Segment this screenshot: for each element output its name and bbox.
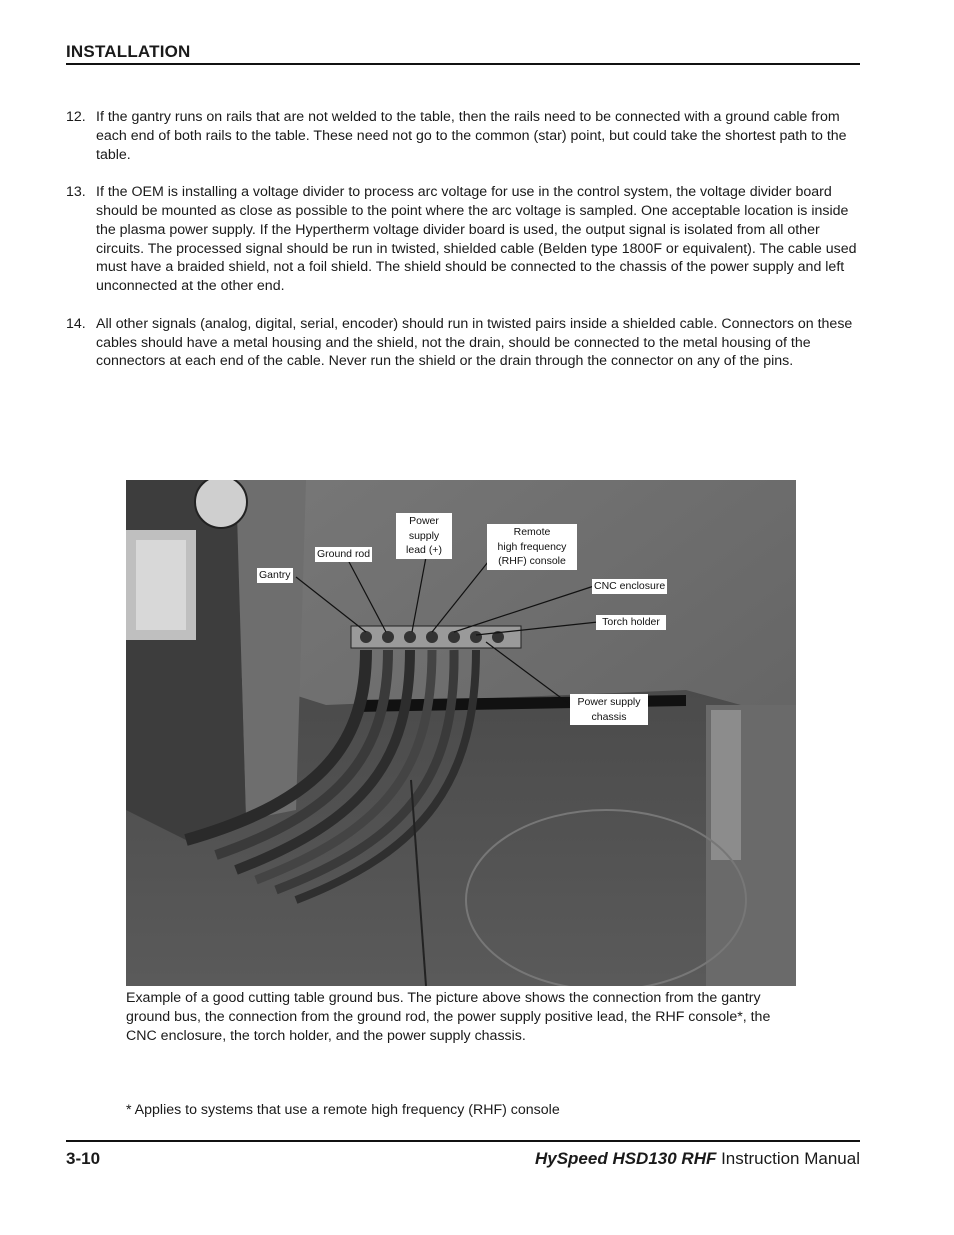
- section-header-title: INSTALLATION: [66, 42, 191, 61]
- callout-power-supply-chassis: Power supply chassis: [570, 694, 648, 725]
- footer-rule: [66, 1140, 860, 1142]
- header-rule: [66, 63, 860, 65]
- ground-bus-photo: [126, 480, 796, 986]
- callout-rhf-console: Remote high frequency (RHF) console: [487, 524, 577, 570]
- callout-cnc-enclosure: CNC enclosure: [594, 580, 666, 592]
- item-text: If the gantry runs on rails that are not welded to the table, then the rails need to be connected with a ground cable from each end of both rails to the table. These need not go to the common (star) point, but could take the shortest path to the table.: [96, 109, 847, 163]
- item-text: All other signals (analog, digital, serial, encoder) should run in twisted pairs inside a shielded cable. Connectors on these cables should have a metal housing and the shield, not the drain, should be connected to the metal housing of the connectors at each end of the cable. Never run the shield or the drain through the connector on any of the pins.: [96, 315, 853, 370]
- item-number: 13.: [66, 184, 86, 201]
- callout-power-supply-lead: Power supply lead (+): [396, 513, 452, 559]
- figure-caption: Example of a good cutting table ground bus. The picture above shows the connection from the gantry ground bus, the connection from the ground rod, the power supply positive lead, the RHF console*, the CNC enclosure, the torch holder, and the power supply chassis.: [126, 990, 771, 1044]
- item-text: If the OEM is installing a voltage divider to process arc voltage for use in the control system, the voltage divider board should be mounted as close as possible to the point where the arc voltage is sampled. One acceptable location is inside the plasma power supply. If the Hypertherm voltage divider board is used, the output signal is isolated from all other circuits. The processed signal should be run in twisted, shielded cable (Belden type 1800F or equivalent). The cable used must have a braided shield, not a foil shield. The shield should be connected to the chassis of the power supply and left unconnected at the other end.: [96, 184, 857, 295]
- page-number: 3-10: [66, 1149, 101, 1168]
- list-item-14: [66, 315, 866, 371]
- photo-illustration: [126, 480, 796, 986]
- manual-brand: HySpeed HSD130 RHF: [534, 1149, 717, 1168]
- callout-ground-rod: Ground rod: [317, 548, 371, 560]
- manual-title: [535, 1149, 860, 1169]
- item-number: 12.: [66, 109, 86, 125]
- list-item-13: [66, 183, 866, 296]
- footnote: * Applies to systems that use a remote high frequency (RHF) console: [126, 1102, 560, 1118]
- list-item-12: [66, 108, 866, 164]
- manual-suffix: Instruction Manual: [716, 1149, 860, 1168]
- callout-torch-holder: Torch holder: [596, 615, 666, 630]
- numbered-list: [66, 108, 866, 390]
- item-number: 14.: [66, 315, 86, 332]
- callout-gantry: Gantry: [259, 569, 291, 581]
